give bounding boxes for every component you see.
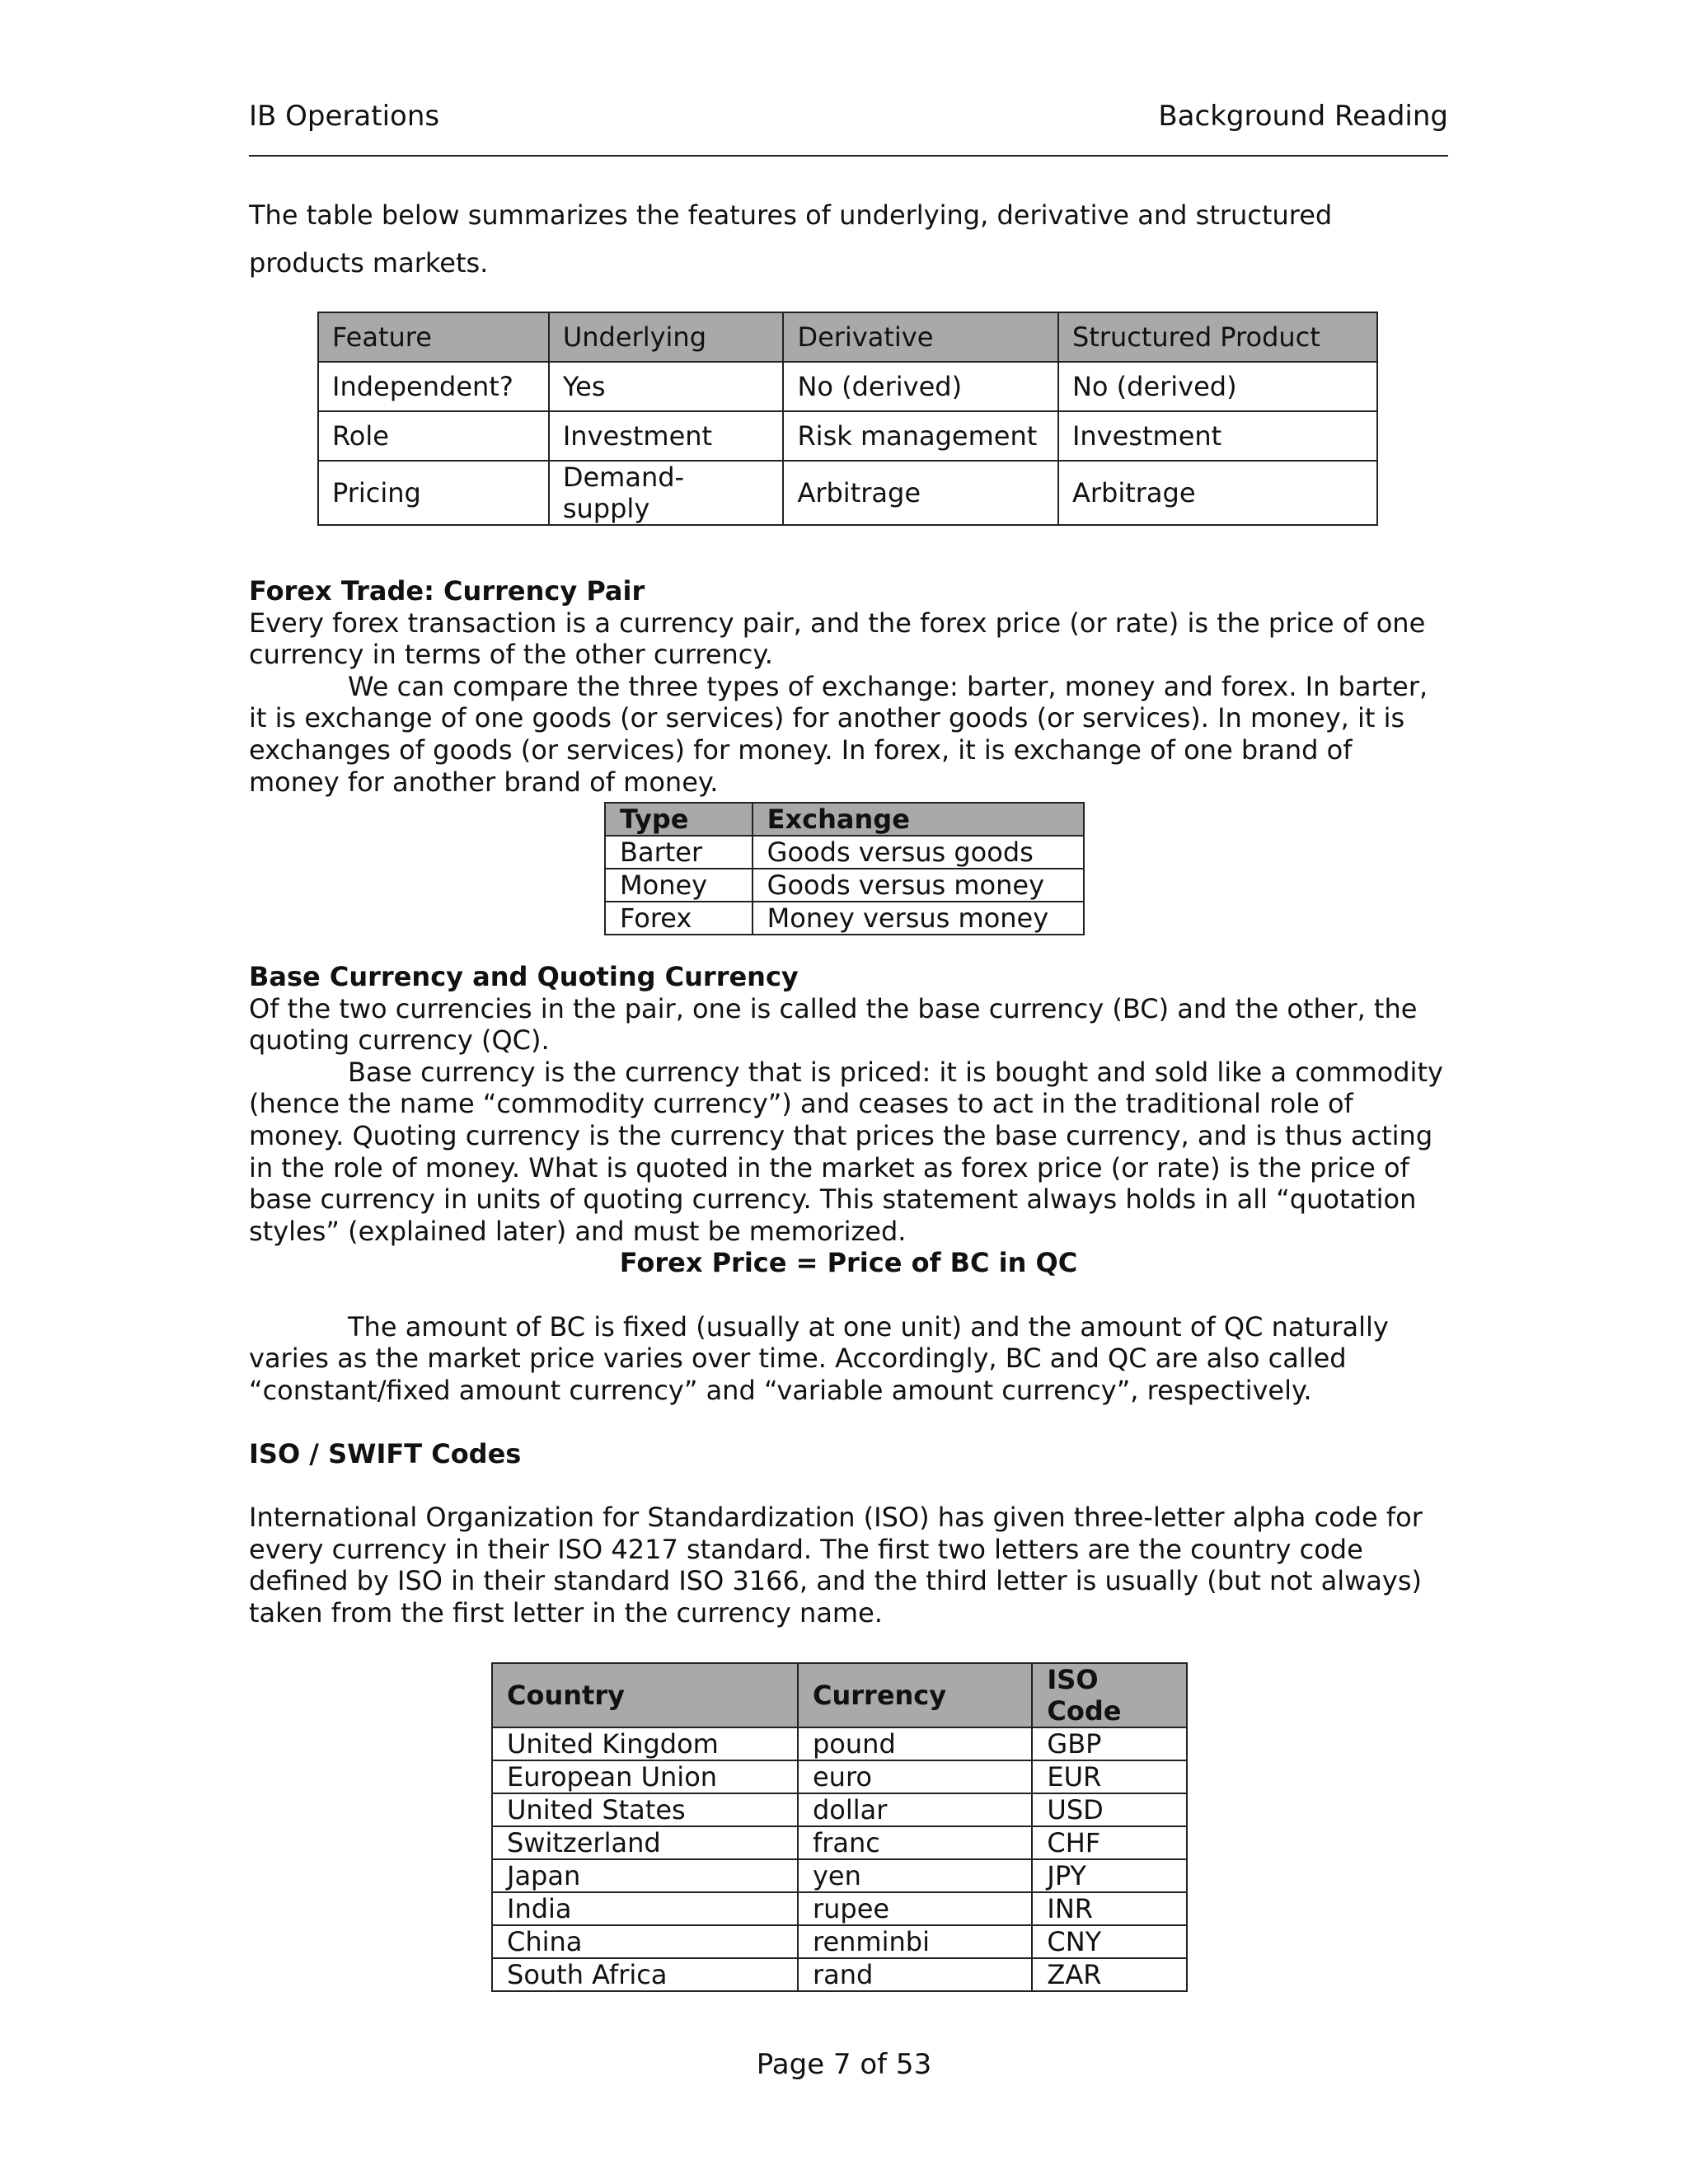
table-cell: South Africa (492, 1958, 798, 1991)
page-header (249, 97, 1448, 135)
table-cell: EUR (1032, 1760, 1187, 1793)
table-cell: USD (1032, 1793, 1187, 1826)
table-cell: Forex (605, 902, 753, 935)
table-cell: Yes (549, 362, 784, 411)
iso-header-cell: Country (492, 1663, 798, 1727)
table-cell: yen (798, 1859, 1032, 1892)
intro-block (249, 191, 1448, 287)
iso-header-row (492, 1663, 1187, 1727)
table-cell: United States (492, 1793, 798, 1826)
base-paragraph-2: Base currency is the currency that is priced: it is bought and sold like a commodity (hence the name “commodity currency”) and ceases to act in the traditional role of money. Quoting currency is the currency that prices the base currency, and is thus acting in the role of money. What is quoted in the market as forex price (or rate) is the price of base currency in units of quoting currency. This statement always holds in all “quotation styles” (explained later) and must be memorized. (249, 1056, 1443, 1247)
header-left: IB Operations (249, 100, 440, 133)
table-cell: Money versus money (753, 902, 1084, 935)
table-row (492, 1958, 1187, 1991)
table-cell: pound (798, 1727, 1032, 1760)
spacer (249, 1406, 1448, 1438)
table-cell: Role (318, 411, 549, 461)
table-cell: Arbitrage (783, 461, 1058, 525)
features-table (317, 312, 1378, 526)
exchange-header-cell: Type (605, 803, 753, 836)
features-header-cell: Structured Product (1058, 312, 1377, 362)
table-cell: Goods versus money (753, 869, 1084, 902)
forex-heading: Forex Trade: Currency Pair (249, 575, 645, 607)
intro-paragraph: The table below summarizes the features of underlying, derivative and structured products markets. (249, 199, 1333, 279)
table-row (492, 1859, 1187, 1892)
table-cell: Demand-supply (549, 461, 784, 525)
table-cell: dollar (798, 1793, 1032, 1826)
forex-paragraph-1: Every forex transaction is a currency pair, and the forex price (or rate) is the price of one currency in terms of the other currency. (249, 607, 1426, 671)
table-cell: No (derived) (1058, 362, 1377, 411)
table-row (605, 869, 1084, 902)
table-row (492, 1793, 1187, 1826)
iso-heading: ISO / SWIFT Codes (249, 1437, 522, 1469)
table-cell: India (492, 1892, 798, 1925)
table-cell: euro (798, 1760, 1032, 1793)
forex-price-formula: Forex Price = Price of BC in QC (619, 1247, 1078, 1279)
table-cell: Money (605, 869, 753, 902)
page-number: Page 7 of 53 (756, 2048, 932, 2081)
iso-codes-table (491, 1662, 1188, 1992)
table-cell: INR (1032, 1892, 1187, 1925)
table-cell: Goods versus goods (753, 836, 1084, 869)
table-row (492, 1892, 1187, 1925)
table-cell: No (derived) (783, 362, 1058, 411)
table-row (605, 836, 1084, 869)
table-row (492, 1727, 1187, 1760)
table-cell: CNY (1032, 1925, 1187, 1958)
base-paragraph-3: The amount of BC is fixed (usually at one unit) and the amount of QC naturally varies as the market price varies over time. Accordingly, BC and QC are also called “constant/fixed amount currency” and “variable amount currency”, respectively. (249, 1310, 1389, 1406)
table-cell: rand (798, 1958, 1032, 1991)
table-cell: Japan (492, 1859, 798, 1892)
table-cell: GBP (1032, 1727, 1187, 1760)
table-cell: Pricing (318, 461, 549, 525)
spacer (249, 1279, 1448, 1311)
base-paragraph-1: Of the two currencies in the pair, one is called the base currency (BC) and the other, the quoting currency (QC). (249, 992, 1418, 1057)
table-cell: Arbitrage (1058, 461, 1377, 525)
table-cell: Investment (549, 411, 784, 461)
exchange-header-cell: Exchange (753, 803, 1084, 836)
table-cell: Switzerland (492, 1826, 798, 1859)
exchange-header-row (605, 803, 1084, 836)
table-row (318, 362, 1377, 411)
forex-paragraph-2: We can compare the three types of exchange: barter, money and forex. In barter, it is exchange of one goods (or services) for another goods (or services). In money, it is exchanges of goods (or services) for money. In forex, it is exchange of one brand of money for another brand of money. (249, 670, 1428, 798)
header-rule (249, 155, 1448, 157)
spacer (249, 1470, 1448, 1502)
table-cell: Risk management (783, 411, 1058, 461)
exchange-table (604, 802, 1085, 935)
features-header-cell: Feature (318, 312, 549, 362)
table-row (492, 1925, 1187, 1958)
iso-header-cell: ISO Code (1032, 1663, 1187, 1727)
header-right: Background Reading (1158, 100, 1448, 133)
table-cell: Barter (605, 836, 753, 869)
table-cell: renminbi (798, 1925, 1032, 1958)
table-row (492, 1760, 1187, 1793)
forex-section (249, 575, 1448, 798)
iso-paragraph-1: International Organization for Standardization (ISO) has given three-letter alpha code for every currency in their ISO 4217 standard. The first two letters are the country code defined by ISO in their standard ISO 3166, and the third letter is usually (but not always) taken from the first letter in the currency name. (249, 1502, 1423, 1629)
table-cell: Independent? (318, 362, 549, 411)
table-cell: United Kingdom (492, 1727, 798, 1760)
table-cell: European Union (492, 1760, 798, 1793)
features-header-cell: Underlying (549, 312, 784, 362)
table-row (318, 411, 1377, 461)
table-cell: rupee (798, 1892, 1032, 1925)
table-cell: franc (798, 1826, 1032, 1859)
base-heading: Base Currency and Quoting Currency (249, 961, 799, 992)
features-header-row (318, 312, 1377, 362)
table-cell: China (492, 1925, 798, 1958)
table-cell: ZAR (1032, 1958, 1187, 1991)
table-row (318, 461, 1377, 525)
iso-header-cell: Currency (798, 1663, 1032, 1727)
table-cell: JPY (1032, 1859, 1187, 1892)
features-header-cell: Derivative (783, 312, 1058, 362)
table-cell: Investment (1058, 411, 1377, 461)
table-row (605, 902, 1084, 935)
table-cell: CHF (1032, 1826, 1187, 1859)
table-row (492, 1826, 1187, 1859)
base-currency-section (249, 961, 1448, 1629)
